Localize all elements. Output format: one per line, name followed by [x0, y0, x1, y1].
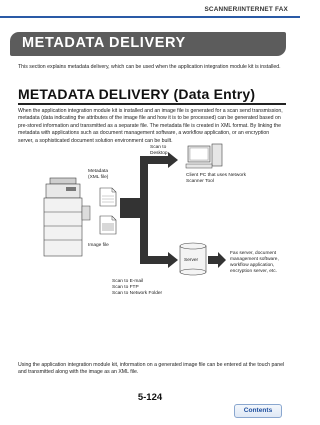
- subsection-rule: [18, 103, 286, 105]
- subsection-body: When the application integration module kit is installed and an image file is generated for a scan send transmission, metadata (data indicating the attributes of the image file and how it is to be processed) can be generated based on pre-stored information and transmitted as a separate file. The metadata file is created in XML format. By linking the metadata with applications such as document management software, a workflow application, or an encryption server, a sophisticated document solution environment can be built.: [18, 108, 283, 144]
- fax-server-label-1: Fax server, document: [230, 251, 277, 256]
- server-label: Server: [184, 258, 199, 263]
- page-number: 5-124: [137, 392, 163, 403]
- fax-server-label-3: workflow application,: [230, 263, 275, 268]
- metadata-label: Metadata: [88, 169, 109, 174]
- scan-to-ftp-label: Scan to FTP: [112, 285, 139, 290]
- section-title-band: [10, 32, 286, 56]
- section-title: METADATA DELIVERY: [22, 35, 186, 51]
- scan-to-email-label: Scan to E-mail: [112, 279, 144, 284]
- fax-server-label-2: management software,: [230, 257, 279, 262]
- image-file-label: Image file: [88, 243, 109, 248]
- client-pc-label: Client PC that uses Network: [186, 173, 246, 178]
- intro-text: This section explains metadata delivery, which can be used when the application integration module kit is installed.: [18, 64, 281, 70]
- image-file-icon: [100, 216, 116, 234]
- client-pc-label-2: Scanner Tool: [186, 179, 214, 184]
- scan-to-network-folder-label: Scan to Network Folder: [112, 291, 163, 296]
- scan-to-desktop-label-2: Desktop: [150, 151, 168, 156]
- fax-server-label-4: encryption server, etc.: [230, 269, 277, 274]
- transmission-arrow: [120, 152, 178, 268]
- metadata-delivery-diagram: [40, 145, 280, 310]
- header-title: SCANNER/INTERNET FAX: [204, 6, 288, 13]
- client-pc-icon: [186, 144, 222, 168]
- metadata-xml-label: (XML file): [88, 175, 109, 180]
- multifunction-printer-icon: [44, 178, 90, 256]
- metadata-xml-file-icon: [100, 188, 116, 206]
- server-arrow: [208, 252, 226, 268]
- scan-to-desktop-label: Scan to: [150, 145, 167, 150]
- subsection-title: METADATA DELIVERY (Data Entry): [18, 86, 256, 102]
- footer-paragraph: Using the application integration module kit, information on a generated image file can be entered at the touch panel and transmitted along with the image as an XML file.: [18, 362, 285, 376]
- contents-button[interactable]: Contents: [234, 404, 282, 418]
- header-rule: [0, 16, 300, 18]
